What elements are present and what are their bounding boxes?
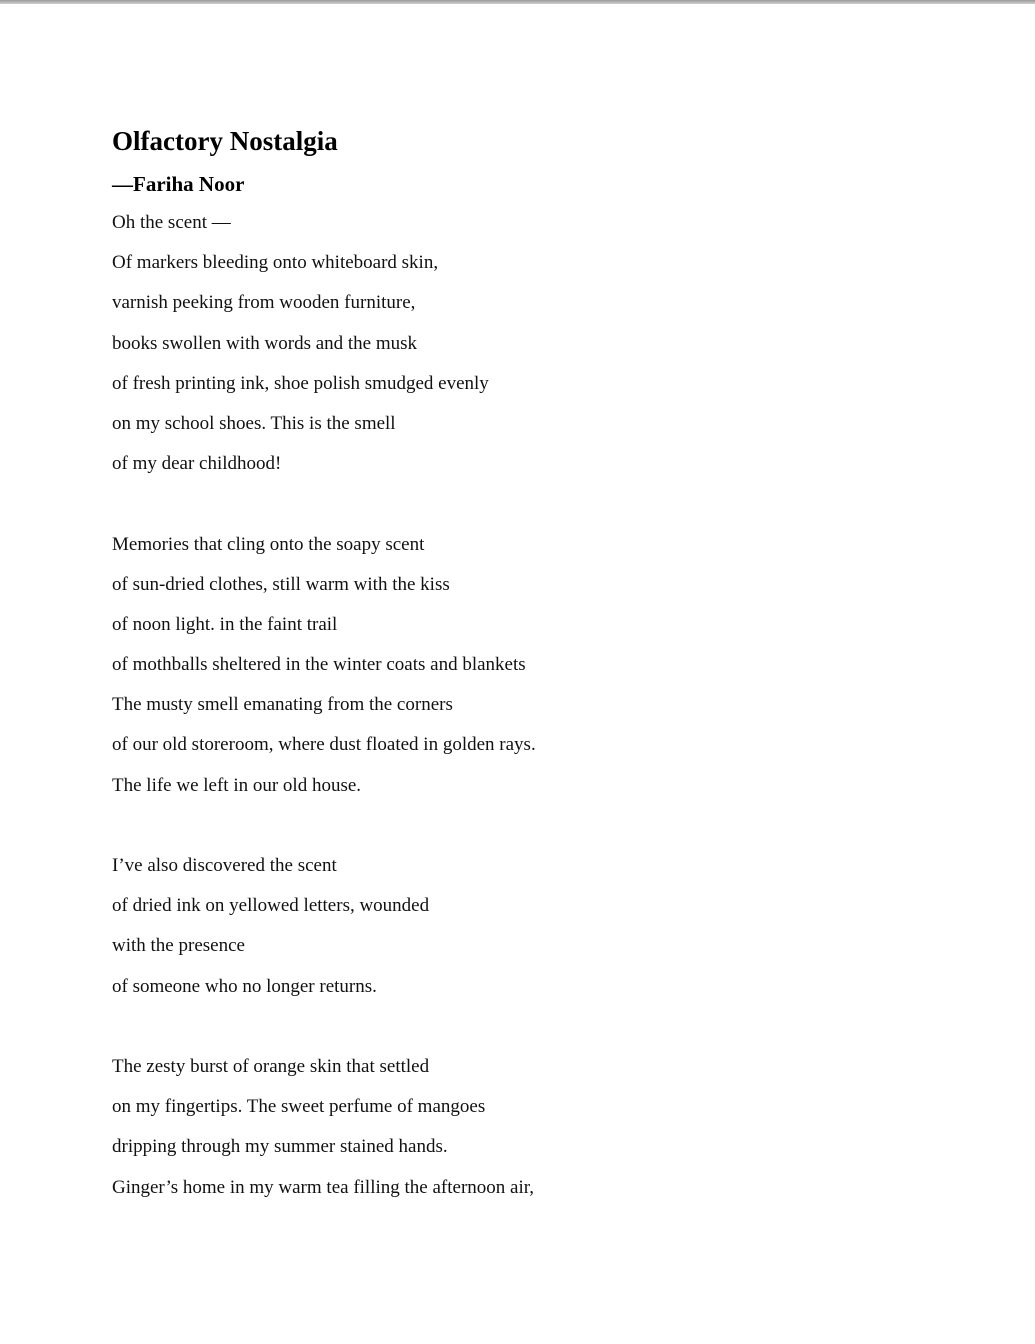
poem-line: Memories that cling onto the soapy scent <box>112 533 425 555</box>
poem-line: varnish peeking from wooden furniture, <box>112 292 416 314</box>
poem-title: Olfactory Nostalgia <box>112 126 338 156</box>
stanza-3 <box>112 846 932 1007</box>
poem-line: of noon light. in the faint trail <box>112 613 338 635</box>
poem-line: of someone who no longer returns. <box>112 975 377 997</box>
poem-line: of mothballs sheltered in the winter coats and blankets <box>112 654 526 676</box>
poem-line: Ginger’s home in my warm tea filling the afternoon air, <box>112 1176 535 1198</box>
poem-line: The life we left in our old house. <box>112 774 362 796</box>
poem-line: dripping through my summer stained hands. <box>112 1136 448 1158</box>
poem-line: of our old storeroom, where dust floated in golden rays. <box>112 734 536 756</box>
poem-line: of fresh printing ink, shoe polish smudged evenly <box>112 372 489 394</box>
poem-line: Oh the scent — <box>112 212 231 233</box>
poem-line: of my dear childhood! <box>112 453 282 475</box>
poem-line: The zesty burst of orange skin that settled <box>112 1055 430 1077</box>
stanza-1 <box>112 203 932 484</box>
poem-line: on my fingertips. The sweet perfume of mangoes <box>112 1096 486 1118</box>
poem-body <box>112 203 932 1208</box>
stanza-4 <box>112 1047 932 1208</box>
poem-line: Of markers bleeding onto whiteboard skin, <box>112 252 439 274</box>
poem-line: of dried ink on yellowed letters, wounded <box>112 895 430 917</box>
stanza-2 <box>112 525 932 806</box>
document-page <box>112 122 932 1248</box>
poem-line: The musty smell emanating from the corners <box>112 694 453 716</box>
poem-line: of sun-dried clothes, still warm with the kiss <box>112 573 450 595</box>
poem-author: —Fariha Noor <box>112 172 245 196</box>
page-top-edge <box>0 0 1035 4</box>
poem-line: with the presence <box>112 935 245 957</box>
poem-line: I’ve also discovered the scent <box>112 855 337 876</box>
poem-line: on my school shoes. This is the smell <box>112 412 396 434</box>
poem-line: books swollen with words and the musk <box>112 332 418 354</box>
